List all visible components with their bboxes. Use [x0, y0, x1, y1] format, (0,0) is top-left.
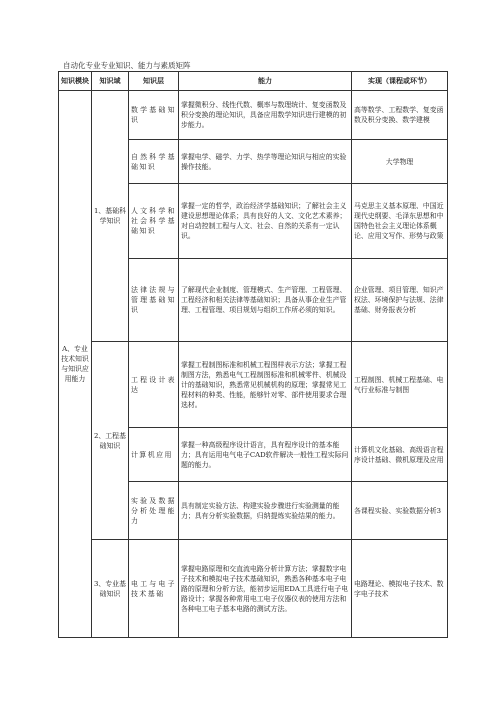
table-row [59, 91, 448, 140]
layer-cell: 数学基础知识 [129, 91, 179, 140]
layer-cell: 实验及数据分析处理能力 [129, 482, 179, 540]
practice-cell: 高等数学、工程数学、复变函数及积分变换、数学建模 [352, 91, 448, 140]
layer-cell: 自然科学基础知识 [129, 140, 179, 184]
ability-cell: 掌握工程制图标准和机械工程图样表示方法；掌握工程制图方法，熟悉电气工程制图标准和机械零件、机械设计的基础知识，熟悉常见机械机构的原理；掌握常见工程材料的种类、性能，能够针对零、部件使用要求合理选材。 [179, 342, 352, 428]
knowledge-ability-matrix [58, 71, 448, 638]
header-domain: 知识域 [92, 72, 129, 91]
header-row [59, 72, 448, 91]
layer-cell: 计算机应用 [129, 428, 179, 482]
header-practice: 实现（课程或环节） [352, 72, 448, 91]
ability-cell: 了解现代企业制度、管理模式、生产管理、工程管理、工程经济和相关法律等基础知识；具备从事企业生产管理、工程管理、项目规划与组织工作所必须的知识。 [179, 259, 352, 342]
practice-cell: 电路理论、模拟电子技术、数字电子技术 [352, 540, 448, 638]
module-a-cell: A、专业技术知识与知识应用能力 [59, 91, 92, 638]
practice-cell: 大学物理 [352, 140, 448, 184]
ability-cell: 掌握电路原理和交直流电路分析计算方法；掌握数字电子技术和模拟电子技术基础知识，熟悉各种基本电子电路的原理和分析方法，能初步运用EDA工具进行电子电路设计；掌握各种常用电工电子仪器仪表的使用方法和各种电工电子基本电路的测试方法。 [179, 540, 352, 638]
table-caption: 自动化专业专业知识、能力与素质矩阵 [63, 61, 191, 70]
ability-cell: 具有制定实验方法、构建实验步骤进行实验测量的能力；具有分析实验数据，归纳提炼实验结果的能力。 [179, 482, 352, 540]
header-ability: 能力 [179, 72, 352, 91]
ability-cell: 掌握一定的哲学，政治经济学基础知识；了解社会主义建设思想理论体系；具有良好的人文、文化艺术素养；对自动控制工程与人文、社会、自然的关系有一定认识。 [179, 184, 352, 259]
practice-cell: 企业管理、项目管理、知识产权法、环境保护与法规、法律基础、财务报表分析 [352, 259, 448, 342]
ability-cell: 掌握一种高级程序设计语言，具有程序设计的基本能力；具有运用电气电子CAD软件解决一般性工程实际问题的能力。 [179, 428, 352, 482]
practice-cell: 马克思主义基本原理、中国近现代史纲要、毛泽东思想和中国特色社会主义理论体系概论、应用文写作、形势与政策 [352, 184, 448, 259]
layer-cell: 工程设计表达 [129, 342, 179, 428]
layer-cell: 法律法规与管理基础知识 [129, 259, 179, 342]
layer-cell: 人文科学和社会科学基础知识 [129, 184, 179, 259]
domain-cell: 1、基础科学知识 [92, 91, 129, 342]
table-row [59, 342, 448, 428]
table-row [59, 540, 448, 638]
practice-cell: 计算机文化基础、高级语言程序设计基础、微机原理及应用 [352, 428, 448, 482]
domain-cell: 3、专业基础知识 [92, 540, 129, 638]
practice-cell: 各课程实验、实验数据分析3 [352, 482, 448, 540]
header-layer: 知识层 [129, 72, 179, 91]
ability-cell: 掌握电学、磁学、力学、热学等理论知识与相应的实验操作技能。 [179, 140, 352, 184]
practice-cell: 工程制图、机械工程基础、电气行业标准与制图 [352, 342, 448, 428]
ability-cell: 掌握微积分、线性代数、概率与数理统计、复变函数及积分变换的理论知识，具备应用数学知识进行建模的初步能力。 [179, 91, 352, 140]
layer-cell: 电工与电子技术基础 [129, 540, 179, 638]
header-module: 知识模块 [59, 72, 92, 91]
domain-cell: 2、工程基础知识 [92, 342, 129, 540]
